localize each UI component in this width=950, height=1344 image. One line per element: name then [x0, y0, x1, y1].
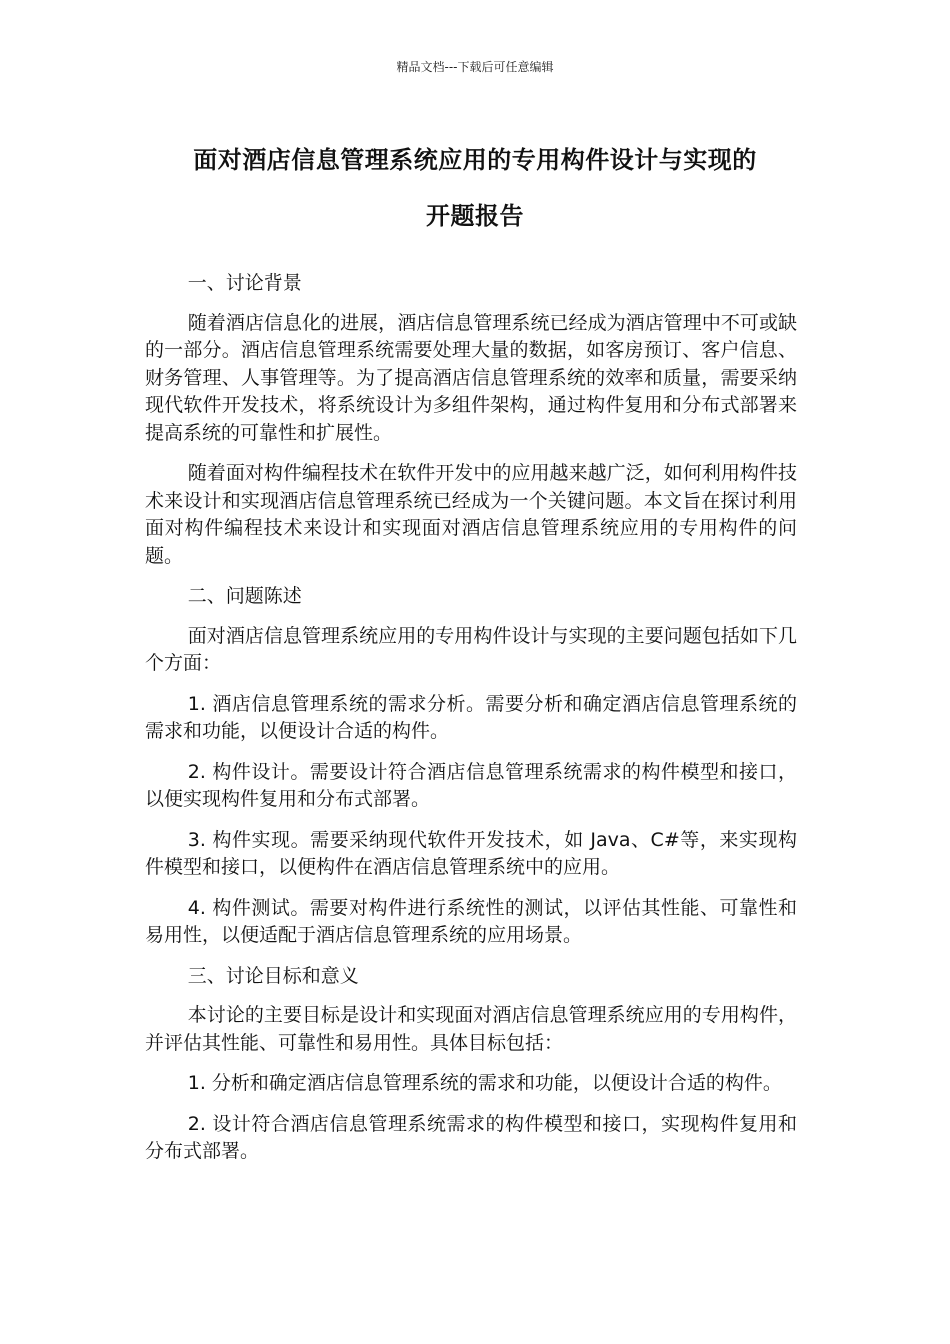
- header-note: 精品文档---下载后可任意编辑: [396, 60, 554, 74]
- document-title-line-2: 开题报告: [426, 202, 524, 230]
- goals-item-2: 2. 设计符合酒店信息管理系统需求的构件模型和接口，实现构件复用和分布式部署。: [145, 1112, 797, 1162]
- problem-item-4: 4. 构件测试。需要对构件进行系统性的测试，以评估其性能、可靠性和易用性，以便适配于酒店信息管理系统的应用场景。: [145, 896, 797, 946]
- background-paragraph-1: 随着酒店信息化的进展，酒店信息管理系统已经成为酒店管理中不可或缺的一部分。酒店信息管理系统需要处理大量的数据，如客房预订、客户信息、财务管理、人事管理等。为了提高酒店信息管理系统的效率和质量，需要采纳现代软件开发技术，将系统设计为多组件架构，通过构件复用和分布式部署来提高系统的可靠性和扩展性。: [145, 311, 797, 444]
- goals-intro: 本讨论的主要目标是设计和实现面对酒店信息管理系统应用的专用构件，并评估其性能、可靠性和易用性。具体目标包括：: [145, 1004, 797, 1054]
- document-title-line-1: 面对酒店信息管理系统应用的专用构件设计与实现的: [193, 146, 757, 174]
- problem-intro: 面对酒店信息管理系统应用的专用构件设计与实现的主要问题包括如下几个方面：: [145, 624, 797, 674]
- problem-item-1: 1. 酒店信息管理系统的需求分析。需要分析和确定酒店信息管理系统的需求和功能，以便设计合适的构件。: [145, 692, 797, 742]
- document-body: [145, 270, 797, 1179]
- background-paragraph-2: 随着面对构件编程技术在软件开发中的应用越来越广泛，如何利用构件技术来设计和实现酒店信息管理系统已经成为一个关键问题。本文旨在探讨利用面对构件编程技术来设计和实现面对酒店信息管理系统应用的专用构件的问题。: [145, 462, 797, 567]
- problem-item-2: 2. 构件设计。需要设计符合酒店信息管理系统需求的构件模型和接口，以便实现构件复用和分布式部署。: [145, 760, 797, 810]
- problem-item-3: 3. 构件实现。需要采纳现代软件开发技术，如 Java、C#等，来实现构件模型和接口，以便构件在酒店信息管理系统中的应用。: [145, 828, 797, 878]
- section-heading-goals: 三、讨论目标和意义: [187, 964, 359, 987]
- section-heading-problem: 二、问题陈述: [187, 585, 302, 607]
- section-heading-background: 一、讨论背景: [187, 272, 302, 294]
- goals-item-1: 1. 分析和确定酒店信息管理系统的需求和功能，以便设计合适的构件。: [187, 1072, 782, 1094]
